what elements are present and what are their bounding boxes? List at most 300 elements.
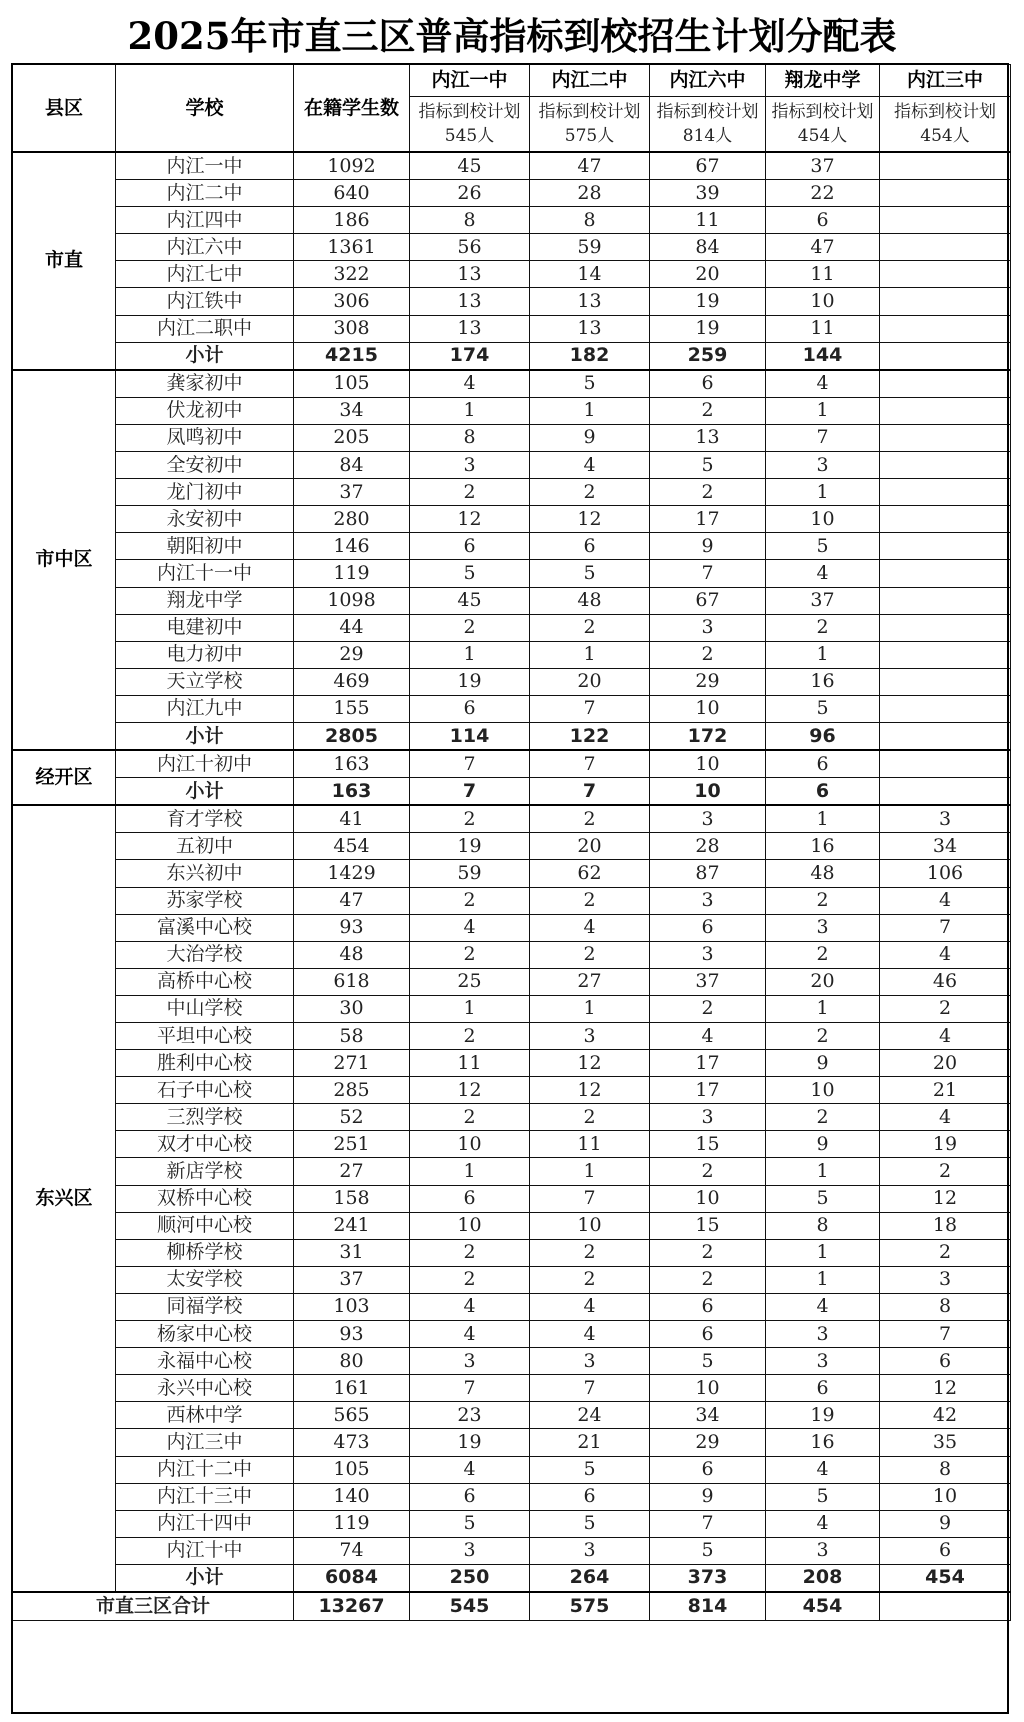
quota-cell: 8 [530, 207, 650, 234]
school-cell: 内江十中 [116, 1537, 294, 1564]
quota-cell: 15 [650, 1212, 766, 1239]
quota-cell: 9 [880, 1510, 1011, 1537]
quota-cell: 17 [650, 506, 766, 533]
table-row [13, 1402, 1011, 1429]
quota-cell [880, 234, 1011, 261]
quota-cell: 59 [410, 860, 530, 887]
quota-cell [880, 424, 1011, 451]
quota-cell: 2 [766, 887, 880, 914]
quota-cell: 4 [410, 370, 530, 398]
quota-cell: 5 [530, 1456, 650, 1483]
quota-cell: 46 [880, 968, 1011, 995]
students-cell: 308 [294, 315, 410, 342]
quota-cell: 4 [766, 560, 880, 587]
subtotal-value [880, 778, 1011, 806]
quota-cell: 2 [880, 1158, 1011, 1185]
quota-cell: 45 [410, 152, 530, 180]
table-row [13, 995, 1011, 1022]
school-cell: 育才学校 [116, 805, 294, 833]
school-cell: 双才中心校 [116, 1131, 294, 1158]
quota-cell: 7 [410, 750, 530, 778]
quota-cell [880, 560, 1011, 587]
quota-cell: 20 [650, 261, 766, 288]
quota-cell: 7 [530, 1185, 650, 1212]
table-row [13, 560, 1011, 587]
quota-cell: 1 [766, 1239, 880, 1266]
students-cell: 1361 [294, 234, 410, 261]
quota-cell: 16 [766, 1429, 880, 1456]
quota-cell: 3 [650, 805, 766, 833]
quota-cell: 9 [650, 533, 766, 560]
quota-cell: 6 [880, 1348, 1011, 1375]
quota-cell: 8 [880, 1456, 1011, 1483]
students-cell: 29 [294, 641, 410, 668]
school-cell: 杨家中心校 [116, 1321, 294, 1348]
grand-total-value: 575 [530, 1592, 650, 1621]
table-row [13, 1483, 1011, 1510]
table-row [13, 1266, 1011, 1293]
quota-cell: 45 [410, 587, 530, 614]
students-cell: 158 [294, 1185, 410, 1212]
quota-cell: 9 [650, 1483, 766, 1510]
grand-total-value: 814 [650, 1592, 766, 1621]
quota-cell: 7 [880, 1321, 1011, 1348]
quota-cell: 1 [766, 479, 880, 506]
subtotal-value [880, 342, 1011, 370]
quota-cell: 47 [530, 152, 650, 180]
quota-cell: 5 [530, 1510, 650, 1537]
subtotal-value: 114 [410, 722, 530, 750]
quota-cell: 7 [650, 560, 766, 587]
students-cell: 31 [294, 1239, 410, 1266]
quota-cell: 5 [650, 1537, 766, 1564]
students-cell: 105 [294, 1456, 410, 1483]
students-cell: 161 [294, 1375, 410, 1402]
header-target-plan-4: 指标到校计划454人 [766, 97, 880, 153]
quota-cell: 2 [650, 479, 766, 506]
subtotal-value: 163 [294, 778, 410, 806]
students-cell: 205 [294, 424, 410, 451]
school-cell: 太安学校 [116, 1266, 294, 1293]
table-row [13, 750, 1011, 778]
school-cell: 内江六中 [116, 234, 294, 261]
quota-cell: 27 [530, 968, 650, 995]
school-cell: 永福中心校 [116, 1348, 294, 1375]
table-row [13, 479, 1011, 506]
quota-cell [880, 750, 1011, 778]
subtotal-value: 10 [650, 778, 766, 806]
quota-cell: 19 [410, 668, 530, 695]
school-cell: 永安初中 [116, 506, 294, 533]
quota-cell: 6 [766, 207, 880, 234]
quota-cell: 2 [410, 479, 530, 506]
students-cell: 140 [294, 1483, 410, 1510]
header-target-plan-2: 指标到校计划575人 [530, 97, 650, 153]
table-row [13, 695, 1011, 722]
school-cell: 大治学校 [116, 941, 294, 968]
quota-cell: 11 [410, 1050, 530, 1077]
table-row [13, 1023, 1011, 1050]
quota-cell [880, 641, 1011, 668]
quota-cell: 87 [650, 860, 766, 887]
county-cell: 经开区 [13, 750, 116, 805]
quota-cell [880, 479, 1011, 506]
table-row [13, 506, 1011, 533]
quota-cell: 2 [766, 1023, 880, 1050]
school-cell: 永兴中心校 [116, 1375, 294, 1402]
quota-cell: 2 [410, 1266, 530, 1293]
subtotal-row [13, 722, 1011, 750]
quota-cell [880, 397, 1011, 424]
page-title: 2025年市直三区普高指标到校招生计划分配表 [127, 14, 897, 58]
quota-cell: 2 [530, 614, 650, 641]
students-cell: 93 [294, 1321, 410, 1348]
students-cell: 47 [294, 887, 410, 914]
header-target-name-2: 内江二中 [530, 65, 650, 97]
table-row [13, 914, 1011, 941]
school-cell: 内江十一中 [116, 560, 294, 587]
quota-cell: 6 [530, 533, 650, 560]
quota-cell: 3 [650, 614, 766, 641]
grand-total-label: 市直三区合计 [13, 1592, 294, 1621]
subtotal-value: 172 [650, 722, 766, 750]
subtotal-value: 122 [530, 722, 650, 750]
table-row [13, 968, 1011, 995]
quota-cell: 2 [530, 1104, 650, 1131]
quota-cell: 2 [410, 614, 530, 641]
table-row [13, 1104, 1011, 1131]
table-row [13, 1321, 1011, 1348]
quota-cell: 6 [650, 1456, 766, 1483]
quota-cell: 1 [530, 397, 650, 424]
county-cell: 市直 [13, 152, 116, 370]
students-cell: 155 [294, 695, 410, 722]
quota-cell: 2 [650, 995, 766, 1022]
school-cell: 龚家初中 [116, 370, 294, 398]
quota-cell: 9 [766, 1050, 880, 1077]
school-cell: 内江九中 [116, 695, 294, 722]
quota-cell: 25 [410, 968, 530, 995]
quota-cell: 13 [530, 288, 650, 315]
quota-cell: 3 [530, 1348, 650, 1375]
students-cell: 163 [294, 750, 410, 778]
subtotal-value: 454 [880, 1564, 1011, 1592]
table-row [13, 1185, 1011, 1212]
table-row [13, 1131, 1011, 1158]
quota-cell: 11 [766, 261, 880, 288]
table-row [13, 397, 1011, 424]
quota-cell: 1 [530, 641, 650, 668]
subtotal-value: 264 [530, 1564, 650, 1592]
quota-cell: 2 [650, 641, 766, 668]
table-row [13, 1212, 1011, 1239]
quota-cell: 67 [650, 152, 766, 180]
quota-cell: 5 [766, 1483, 880, 1510]
table-row [13, 587, 1011, 614]
students-cell: 119 [294, 560, 410, 587]
quota-cell: 8 [766, 1212, 880, 1239]
subtotal-value: 373 [650, 1564, 766, 1592]
quota-cell: 3 [410, 1537, 530, 1564]
quota-cell: 37 [766, 152, 880, 180]
students-cell: 30 [294, 995, 410, 1022]
quota-cell: 6 [650, 1293, 766, 1320]
quota-cell: 20 [766, 968, 880, 995]
quota-cell: 2 [766, 941, 880, 968]
quota-cell: 23 [410, 1402, 530, 1429]
students-cell: 251 [294, 1131, 410, 1158]
table-row [13, 315, 1011, 342]
students-cell: 565 [294, 1402, 410, 1429]
quota-cell: 13 [650, 424, 766, 451]
quota-cell: 9 [530, 424, 650, 451]
quota-cell: 84 [650, 234, 766, 261]
quota-cell: 13 [410, 288, 530, 315]
school-cell: 中山学校 [116, 995, 294, 1022]
subtotal-value: 6 [766, 778, 880, 806]
quota-cell: 7 [530, 750, 650, 778]
school-cell: 电建初中 [116, 614, 294, 641]
quota-cell: 6 [766, 1375, 880, 1402]
students-cell: 103 [294, 1293, 410, 1320]
quota-cell [880, 315, 1011, 342]
quota-cell: 1 [766, 1266, 880, 1293]
quota-cell: 4 [766, 1293, 880, 1320]
school-cell: 高桥中心校 [116, 968, 294, 995]
quota-cell: 59 [530, 234, 650, 261]
quota-cell: 37 [766, 587, 880, 614]
quota-cell: 21 [880, 1077, 1011, 1104]
quota-cell: 106 [880, 860, 1011, 887]
table-row [13, 1429, 1011, 1456]
quota-cell: 28 [650, 833, 766, 860]
quota-cell: 10 [650, 1185, 766, 1212]
students-cell: 44 [294, 614, 410, 641]
quota-cell: 10 [766, 288, 880, 315]
subtotal-value: 250 [410, 1564, 530, 1592]
header-target-plan-5: 指标到校计划454人 [880, 97, 1011, 153]
quota-cell: 48 [530, 587, 650, 614]
school-cell: 内江十二中 [116, 1456, 294, 1483]
quota-cell: 19 [410, 833, 530, 860]
county-cell: 市中区 [13, 370, 116, 750]
quota-cell: 17 [650, 1077, 766, 1104]
quota-cell: 1 [530, 1158, 650, 1185]
quota-cell: 37 [650, 968, 766, 995]
quota-cell: 2 [530, 887, 650, 914]
quota-cell: 14 [530, 261, 650, 288]
quota-cell: 20 [880, 1050, 1011, 1077]
school-cell: 柳桥学校 [116, 1239, 294, 1266]
school-cell: 内江二职中 [116, 315, 294, 342]
table-row [13, 887, 1011, 914]
table-row [13, 1537, 1011, 1564]
school-cell: 内江四中 [116, 207, 294, 234]
quota-cell: 19 [766, 1402, 880, 1429]
quota-cell: 19 [880, 1131, 1011, 1158]
subtotal-value: 174 [410, 342, 530, 370]
quota-cell: 2 [766, 614, 880, 641]
school-cell: 内江一中 [116, 152, 294, 180]
quota-cell: 1 [766, 641, 880, 668]
quota-cell: 7 [530, 695, 650, 722]
quota-cell: 1 [410, 1158, 530, 1185]
quota-cell: 28 [530, 180, 650, 207]
quota-cell: 10 [410, 1212, 530, 1239]
quota-cell: 48 [766, 860, 880, 887]
quota-cell: 1 [410, 995, 530, 1022]
students-cell: 52 [294, 1104, 410, 1131]
subtotal-value: 259 [650, 342, 766, 370]
quota-cell: 6 [410, 695, 530, 722]
quota-cell: 17 [650, 1050, 766, 1077]
subtotal-label: 小计 [116, 1564, 294, 1592]
quota-cell: 56 [410, 234, 530, 261]
quota-cell: 3 [650, 1104, 766, 1131]
students-cell: 41 [294, 805, 410, 833]
quota-cell [880, 152, 1011, 180]
table-row [13, 1050, 1011, 1077]
quota-cell: 1 [530, 995, 650, 1022]
quota-cell: 4 [410, 914, 530, 941]
subtotal-value: 144 [766, 342, 880, 370]
quota-cell: 7 [880, 914, 1011, 941]
students-cell: 1429 [294, 860, 410, 887]
quota-cell: 5 [530, 560, 650, 587]
students-cell: 105 [294, 370, 410, 398]
students-cell: 473 [294, 1429, 410, 1456]
quota-cell: 4 [410, 1321, 530, 1348]
subtotal-value: 6084 [294, 1564, 410, 1592]
table-row [13, 261, 1011, 288]
quota-cell: 10 [410, 1131, 530, 1158]
quota-cell [880, 370, 1011, 398]
quota-cell: 16 [766, 668, 880, 695]
quota-cell: 8 [410, 207, 530, 234]
quota-cell: 5 [410, 1510, 530, 1537]
quota-cell: 7 [410, 1375, 530, 1402]
quota-cell: 2 [650, 1158, 766, 1185]
quota-cell [880, 668, 1011, 695]
table-row [13, 288, 1011, 315]
school-cell: 伏龙初中 [116, 397, 294, 424]
quota-cell: 12 [410, 1077, 530, 1104]
header-target-name-3: 内江六中 [650, 65, 766, 97]
quota-cell [880, 207, 1011, 234]
quota-cell: 10 [650, 750, 766, 778]
quota-cell: 2 [530, 941, 650, 968]
table-row [13, 424, 1011, 451]
table-row [13, 668, 1011, 695]
quota-cell: 9 [766, 1131, 880, 1158]
school-cell: 三烈学校 [116, 1104, 294, 1131]
school-cell: 全安初中 [116, 452, 294, 479]
quota-cell: 11 [766, 315, 880, 342]
school-cell: 西林中学 [116, 1402, 294, 1429]
quota-cell [880, 261, 1011, 288]
students-cell: 322 [294, 261, 410, 288]
quota-cell: 5 [530, 370, 650, 398]
students-cell: 48 [294, 941, 410, 968]
quota-cell: 6 [410, 533, 530, 560]
quota-cell: 39 [650, 180, 766, 207]
quota-cell: 3 [530, 1023, 650, 1050]
subtotal-label: 小计 [116, 778, 294, 806]
school-cell: 内江二中 [116, 180, 294, 207]
quota-cell: 3 [880, 1266, 1011, 1293]
quota-cell: 22 [766, 180, 880, 207]
table-row [13, 1077, 1011, 1104]
quota-cell: 5 [766, 695, 880, 722]
students-cell: 1098 [294, 587, 410, 614]
subtotal-row [13, 1564, 1011, 1592]
quota-cell: 5 [766, 1185, 880, 1212]
school-cell: 电力初中 [116, 641, 294, 668]
quota-cell: 34 [650, 1402, 766, 1429]
grand-total-value: 545 [410, 1592, 530, 1621]
students-cell: 469 [294, 668, 410, 695]
school-cell: 凤鸣初中 [116, 424, 294, 451]
header-students: 在籍学生数 [294, 65, 410, 153]
quota-cell: 12 [530, 1077, 650, 1104]
subtotal-label: 小计 [116, 722, 294, 750]
quota-cell: 2 [880, 1239, 1011, 1266]
subtotal-value: 4215 [294, 342, 410, 370]
table-row [13, 533, 1011, 560]
quota-cell: 2 [880, 995, 1011, 1022]
table-row [13, 860, 1011, 887]
quota-cell: 3 [880, 805, 1011, 833]
subtotal-value: 2805 [294, 722, 410, 750]
allocation-table [12, 64, 1011, 1621]
school-cell: 内江三中 [116, 1429, 294, 1456]
table-row [13, 234, 1011, 261]
quota-cell: 10 [650, 1375, 766, 1402]
subtotal-value: 208 [766, 1564, 880, 1592]
table-row [13, 1456, 1011, 1483]
table-row [13, 1158, 1011, 1185]
students-cell: 1092 [294, 152, 410, 180]
school-cell: 苏家学校 [116, 887, 294, 914]
quota-cell: 67 [650, 587, 766, 614]
table-row [13, 207, 1011, 234]
table-row [13, 1293, 1011, 1320]
school-cell: 东兴初中 [116, 860, 294, 887]
quota-cell: 2 [410, 941, 530, 968]
quota-cell: 7 [766, 424, 880, 451]
header-target-name-4: 翔龙中学 [766, 65, 880, 97]
quota-cell: 3 [650, 887, 766, 914]
county-cell: 东兴区 [13, 805, 116, 1592]
quota-cell: 4 [530, 1321, 650, 1348]
students-cell: 80 [294, 1348, 410, 1375]
quota-cell: 19 [650, 288, 766, 315]
quota-cell: 1 [766, 1158, 880, 1185]
students-cell: 306 [294, 288, 410, 315]
quota-cell: 1 [410, 641, 530, 668]
students-cell: 241 [294, 1212, 410, 1239]
school-cell: 内江十四中 [116, 1510, 294, 1537]
quota-cell: 2 [530, 479, 650, 506]
quota-cell: 62 [530, 860, 650, 887]
quota-cell: 47 [766, 234, 880, 261]
school-cell: 天立学校 [116, 668, 294, 695]
quota-cell: 29 [650, 668, 766, 695]
quota-cell: 8 [880, 1293, 1011, 1320]
quota-cell: 3 [766, 1348, 880, 1375]
quota-cell: 2 [530, 1266, 650, 1293]
students-cell: 640 [294, 180, 410, 207]
